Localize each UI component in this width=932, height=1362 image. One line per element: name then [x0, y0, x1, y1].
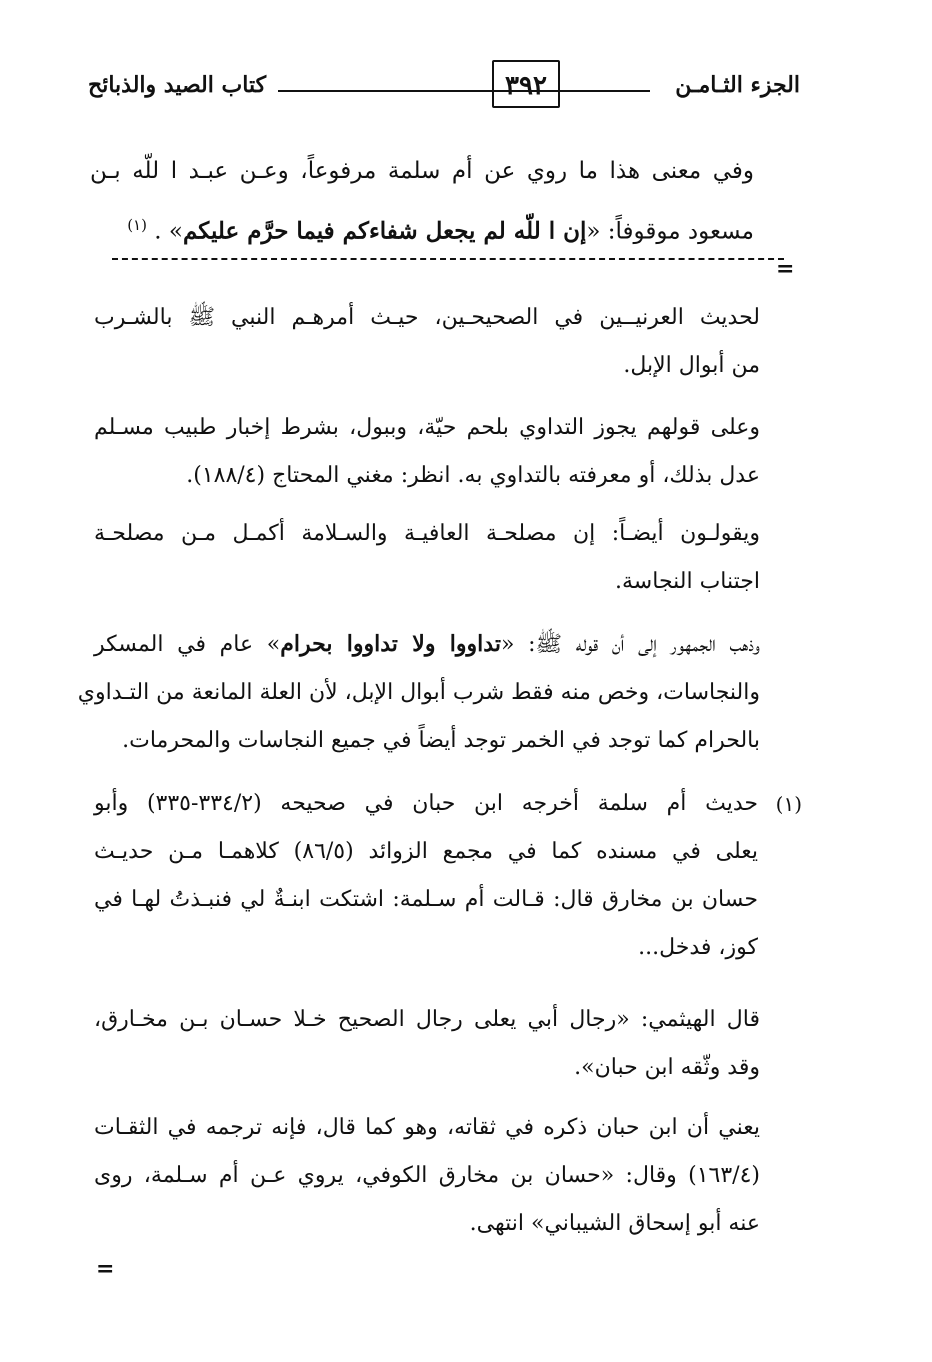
header-rule-left [278, 90, 486, 92]
main-line-2-suffix: » . [154, 218, 183, 245]
book-title: كتاب الصيد والذبائح [88, 72, 267, 98]
commentary-line: والنجاسات، وخص منه فقط شرب أبوال الإبل، لأن العلة المانعة من التـداوي [77, 680, 760, 705]
footnote-paragraph-1 [94, 780, 802, 972]
commentary-paragraph-3 [94, 510, 760, 606]
footnote-number: (١) [775, 792, 802, 816]
footnote-line: وقد وثّقه ابن حبان». [574, 1055, 760, 1080]
commentary-line: اجتناب النجاسة. [615, 569, 760, 594]
page-number: ٣٩٢ [492, 60, 560, 108]
commentary-line: بالحرام كما توجد في الخمر توجد أيضاً في جميع النجاسات والمحرمات. [122, 728, 760, 753]
footnote-line: يعني أن ابن حبان ذكره في ثقاته، وهو كما قال، فإنه ترجمه في الثقـات [94, 1115, 760, 1140]
footnote-line: حسان بن مخارق قال: قـالت أم سـلمة: اشتكت ابنـةٌ لي فنبـذتُ لهـا في [94, 887, 758, 912]
page-header [88, 60, 800, 116]
footnote-line: قال الهيثمي: «رجال أبي يعلى رجال الصحيح خـلا حسـان بـن مخـارق، [94, 1007, 760, 1032]
hadith-quote: إن ا للّه لم يجعل شفاءكم فيما حرَّم عليكم [182, 217, 587, 245]
hadith-quote: تداووا ولا تداووا بحرام [280, 631, 501, 657]
main-line-2 [90, 198, 754, 259]
commentary-line [94, 620, 760, 669]
footnote-ref: (١) [127, 216, 147, 234]
commentary-line: من أبوال الإبل. [623, 353, 760, 378]
dashed-separator [112, 258, 784, 260]
footnote-paragraph-3 [94, 1104, 760, 1248]
footnote-line: عنه أبو إسحاق الشيباني» انتهى. [469, 1211, 760, 1236]
commentary-paragraph-1 [94, 294, 760, 390]
footnote-line: يعلى في مسنده كما في مجمع الزوائد (٨٦/٥) كلاهمـا مـن حديـث [94, 839, 758, 864]
footnote-paragraph-2 [94, 996, 760, 1092]
footnote-line: (١٦٣/٤) وقال: «حسان بن مخارق الكوفي، يروي عـن أم سـلمة، روى [94, 1163, 760, 1188]
footnote-line: حديث أم سلمة أخرجه ابن حبان في صحيحه (٣٣٤/٢-٣٣٥) وأبو [94, 791, 758, 816]
commentary-line: وعلى قولهم يجوز التداوي بلحم حيّة، وببول، بشرط إخبار طبيب مسـلم [94, 415, 760, 440]
commentary-paragraph-2 [94, 404, 760, 500]
commentary-paragraph-4 [77, 620, 760, 765]
commentary-line: عدل بذلك، أو معرفته بالتداوي به. انظر: مغني المحتاج (١٨٨/٤). [186, 463, 760, 488]
commentary-line: لحديث العرنيــين في الصحيحـين، حيـث أمرهـم النبي ﷺ بالشـرب [94, 305, 760, 330]
main-line-2-prefix: مسعود موقوفاً: « [586, 218, 754, 245]
commentary-text: وذهب الجمهور إلى أن قوله ﷺ: « [500, 632, 760, 657]
main-text [90, 144, 754, 259]
footnote-line: كوز، فدخل... [638, 935, 758, 960]
continuation-mark: = [776, 256, 795, 282]
continuation-mark-bottom: = [96, 1256, 115, 1282]
commentary-text: » عام في المسكر [94, 632, 281, 657]
commentary-line: ويقولـون أيضـاً: إن مصلحـة العافيـة والسـلامة أكمـل مـن مصلحـة [94, 521, 760, 546]
main-line-1: وفي معنى هذا ما روي عن أم سلمة مرفوعاً، وعـن عبـد ا للّه بـن [90, 158, 754, 184]
part-label: الجزء الثـامـن [675, 72, 800, 98]
